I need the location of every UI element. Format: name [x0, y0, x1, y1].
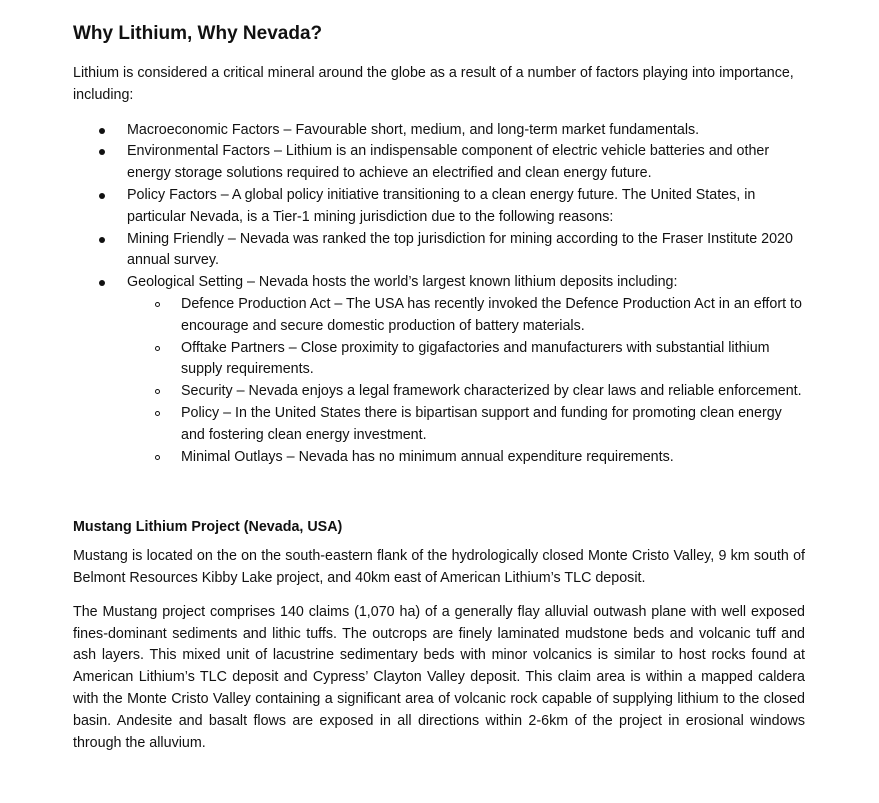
list-item: [73, 229, 805, 273]
sub-list-item-text: Policy – In the United States there is bipartisan support and funding for promoting clean energy and fostering clean energy investment.: [181, 404, 782, 443]
factor-list: [73, 120, 805, 469]
sub-list-item: [127, 403, 805, 447]
mustang-location-paragraph: Mustang is located on the on the south-eastern flank of the hydrologically closed Monte Cristo Valley, 9 km south of Belmont Resources Kibby Lake project, and 40km east of American Lithium’s TLC deposit.: [73, 548, 805, 586]
list-item: [73, 185, 805, 229]
sub-list-item-text: Minimal Outlays – Nevada has no minimum annual expenditure requirements.: [181, 448, 674, 465]
list-item: [73, 272, 805, 468]
hollow-bullet-icon: [155, 411, 160, 416]
sub-list: [127, 294, 805, 468]
list-item: [73, 120, 805, 142]
list-item-text: Geological Setting – Nevada hosts the world’s largest known lithium deposits including:: [127, 274, 678, 291]
section-title-why-lithium: Why Lithium, Why Nevada?: [73, 23, 323, 44]
hollow-bullet-icon: [155, 455, 160, 460]
bullet-icon: [99, 193, 105, 199]
sub-list-item-text: Security – Nevada enjoys a legal framework characterized by clear laws and reliable enforcement.: [181, 383, 802, 400]
hollow-bullet-icon: [155, 346, 160, 351]
list-item-text: Macroeconomic Factors – Favourable short, medium, and long-term market fundamentals.: [127, 121, 700, 138]
section-title-mustang: Mustang Lithium Project (Nevada, USA): [73, 519, 343, 536]
intro-paragraph: Lithium is considered a critical mineral around the globe as a result of a number of factors playing into importance, including:: [73, 65, 794, 103]
hollow-bullet-icon: [155, 389, 160, 394]
list-item-text: Environmental Factors – Lithium is an indispensable component of electric vehicle batteries and other energy storage solutions required to achieve an electrified and clean energy future.: [127, 143, 770, 182]
bullet-icon: [99, 280, 105, 286]
bullet-icon: [99, 128, 105, 134]
sub-list-item-text: Offtake Partners – Close proximity to gigafactories and manufacturers with substantial lithium supply requirements.: [181, 339, 770, 378]
hollow-bullet-icon: [155, 302, 160, 307]
bullet-icon: [99, 149, 105, 155]
list-item-text: Mining Friendly – Nevada was ranked the top jurisdiction for mining according to the Fraser Institute 2020 annual survey.: [127, 230, 793, 269]
list-item: [73, 141, 805, 185]
document-body: [73, 20, 805, 754]
sub-list-item: [127, 381, 805, 403]
sub-list-item: [127, 447, 805, 469]
sub-list-item: [127, 338, 805, 382]
list-item-text: Policy Factors – A global policy initiative transitioning to a clean energy future. The United States, in particular Nevada, is a Tier-1 mining jurisdiction due to the following reasons:: [127, 186, 756, 225]
sub-list-item-text: Defence Production Act – The USA has recently invoked the Defence Production Act in an effort to encourage and secure domestic production of battery materials.: [181, 295, 802, 334]
bullet-icon: [99, 237, 105, 243]
sub-list-item: [127, 294, 805, 338]
mustang-description-paragraph: The Mustang project comprises 140 claims (1,070 ha) of a generally flay alluvial outwash plane with well exposed fines-dominant sediments and lithic tuffs. The outcrops are finely laminated mudstone beds and volcanic tuff and ash layers. This mixed unit of lacustrine sedimentary beds with minor volcanics is similar to host rocks found at American Lithium’s TLC deposit and Cypress’ Clayton Valley deposit. This claim area is within a mapped caldera with the Monte Cristo Valley containing a significant area of volcanic rock capable of supplying lithium to the closed basin. Andesite and basalt flows are exposed in all directions within 2-6km of the project in erosional windows through the alluvium.: [73, 603, 805, 751]
